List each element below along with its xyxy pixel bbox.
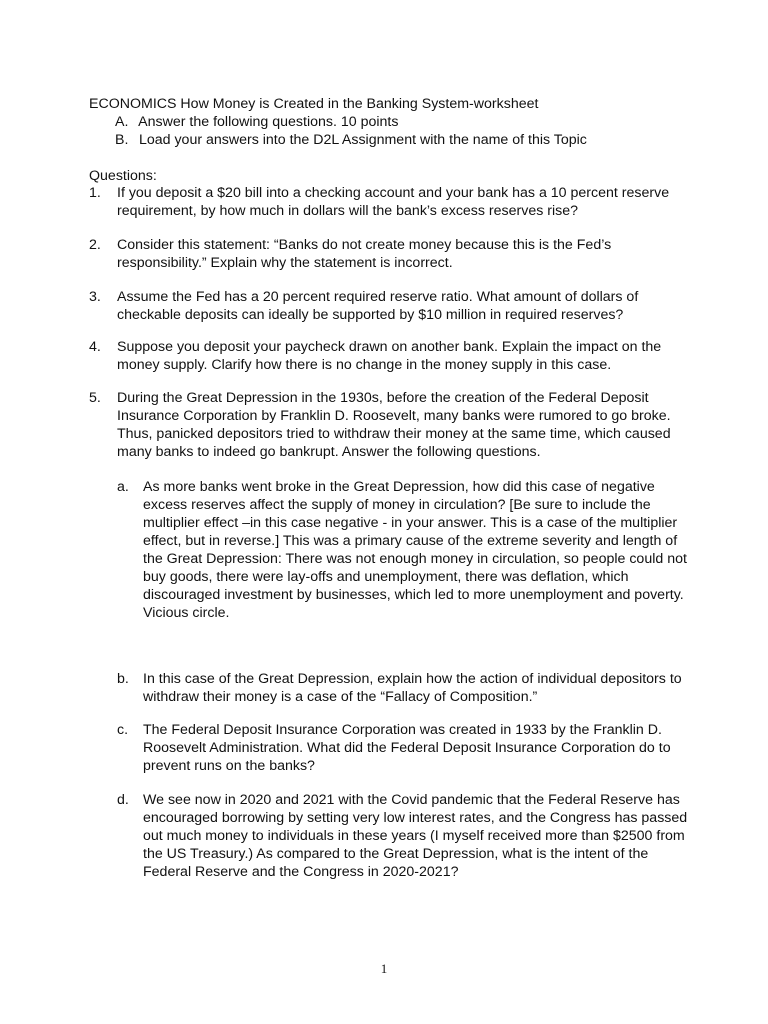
questions-heading: Questions: xyxy=(89,168,157,184)
question-number: 4. xyxy=(89,339,101,355)
question-text: Suppose you deposit your paycheck drawn on another bank. Explain the impact on the money supply. Clarify how there is no change in the money supply in this case. xyxy=(117,339,662,373)
page-number: 1 xyxy=(380,961,388,976)
instruction-text: Answer the following questions. 10 points xyxy=(138,114,399,130)
question-number: 1. xyxy=(89,185,101,201)
subquestion-text: As more banks went broke in the Great Depression, how did this case of negative excess reserves affect the supply of money in circulation? [Be sure to include the multiplier effect –in this case negative - in your answer. This is a case of the multiplier effect, but in reverse.] This was a primary cause of the extreme severity and length of the Great Depression: There was not enough money in circulation, so people could not buy goods, there were lay-offs and unemployment, there was deflation, which discouraged investment by businesses, which led to more unemployment and poverty. Vicious circle. xyxy=(143,479,687,621)
question-text: Assume the Fed has a 20 percent required reserve ratio. What amount of dollars of checkable deposits can ideally be supported by $10 million in required reserves? xyxy=(117,289,639,323)
subquestion-text: In this case of the Great Depression, explain how the action of individual depositors to withdraw their money is a case of the “Fallacy of Composition.” xyxy=(143,671,682,705)
document-title: ECONOMICS How Money is Created in the Banking System-worksheet xyxy=(89,96,539,112)
question-number: 2. xyxy=(89,237,101,253)
instruction-item xyxy=(115,131,587,149)
subquestion-text: We see now in 2020 and 2021 with the Covid pandemic that the Federal Reserve has encouraged borrowing by setting very low interest rates, and the Congress has passed out much money to individuals in these years (I myself received more than $2500 from the US Treasury.) As compared to the Great Depression, what is the intent of the Federal Reserve and the Congress in 2020-2021? xyxy=(143,792,688,880)
subquestion-label: b. xyxy=(117,671,129,687)
question-text: During the Great Depression in the 1930s, before the creation of the Federal Deposit Insurance Corporation by Franklin D. Roosevelt, many banks were rumored to go broke. Thus, panicked depositors tried to withdraw their money at the same time, which caused many banks to indeed go bankrupt. Answer the following questions. xyxy=(117,390,671,460)
instruction-label: B. xyxy=(115,132,129,148)
question-text: If you deposit a $20 bill into a checking account and your bank has a 10 percent reserve requirement, by how much in dollars will the bank’s excess reserves rise? xyxy=(117,185,670,219)
question-text: Consider this statement: “Banks do not create money because this is the Fed’s responsibility.” Explain why the statement is incorrect. xyxy=(117,237,612,271)
question-number: 5. xyxy=(89,390,101,406)
instruction-label: A. xyxy=(115,114,129,130)
instruction-item xyxy=(115,113,398,131)
instruction-text: Load your answers into the D2L Assignment with the name of this Topic xyxy=(138,132,587,148)
question-number: 3. xyxy=(89,289,101,305)
subquestion-label: d. xyxy=(117,792,129,808)
subquestion-label: a. xyxy=(117,479,129,495)
subquestion-text: The Federal Deposit Insurance Corporation was created in 1933 by the Franklin D. Roosevelt Administration. What did the Federal Deposit Insurance Corporation do to prevent runs on the banks? xyxy=(143,722,671,774)
subquestion-label: c. xyxy=(117,722,129,738)
